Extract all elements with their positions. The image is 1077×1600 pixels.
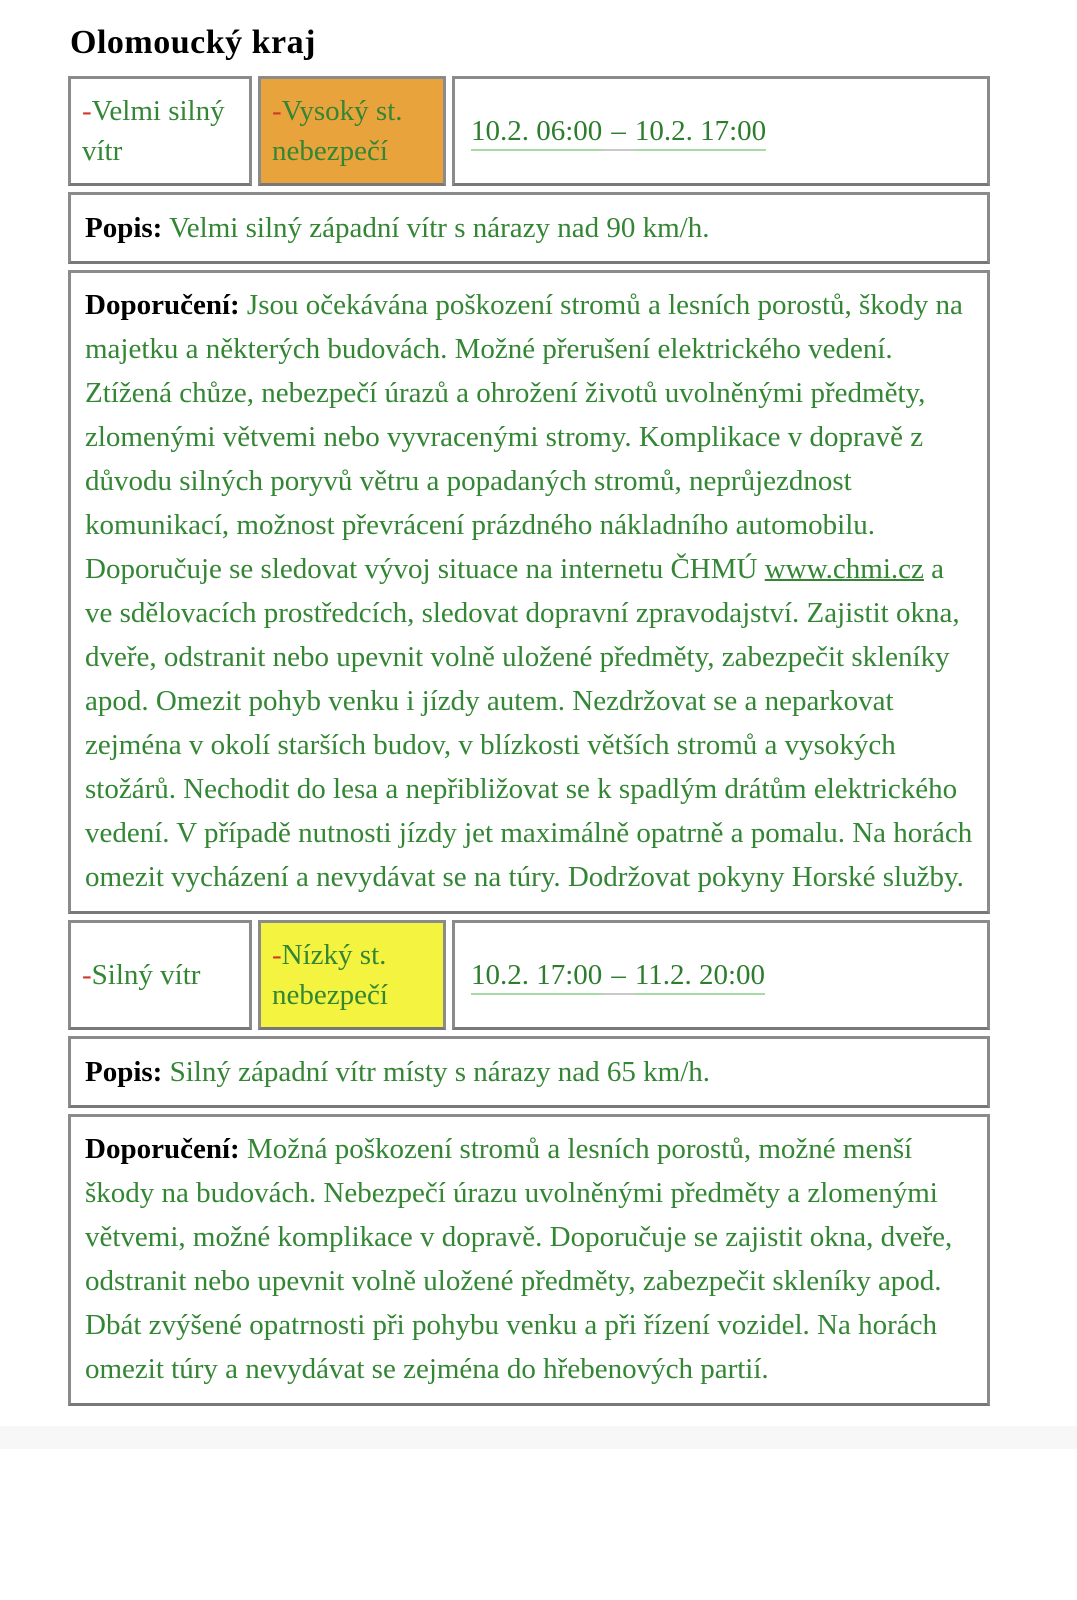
warning-2-event-dash: - (82, 959, 92, 991)
recommendation-label: Doporučení: (85, 289, 240, 321)
warning-1-header-row (68, 76, 990, 186)
chmi-website-link[interactable]: www.chmi.cz (764, 553, 924, 585)
warning-1-recommendation-text-start: Jsou očekávána poškození stromů a lesních porostů, škody na majetku a některých budovách. Možné přerušení elektrického vedení. Ztížená chůze, nebezpečí úrazů a ohrožení životů uvolněnými předměty, zlomenými větvemi nebo vyvracenými stromy. Komplikace v dopravě z důvodu silných poryvů větru a popadaných stromů, neprůjezdnost komunikací, možnost převrácení prázdného nákladního automobilu. Doporučuje se sledovat vývoj situace na internetu ČHMÚ (85, 289, 963, 585)
recommendation-label-2: Doporučení: (85, 1133, 240, 1165)
warning-2-time-cell (452, 920, 990, 1030)
warning-block-2 (68, 920, 990, 1406)
warning-2-level-label: Nízký st. nebezpečí (272, 939, 388, 1011)
warning-1-time-cell (452, 76, 990, 186)
warning-1-level-text (261, 87, 443, 175)
description-label-2: Popis: (85, 1056, 163, 1088)
warning-2-description-text: Silný západní vítr místy s nárazy nad 65 km/h. (169, 1056, 711, 1088)
warning-2-level-cell (258, 920, 446, 1030)
warning-1-time-separator: – (602, 115, 635, 151)
warning-1-event-cell (68, 76, 252, 186)
warning-page (68, 0, 990, 1406)
footer-band (0, 1426, 1077, 1449)
warning-2-level-text (261, 931, 443, 1019)
warning-1-description-text: Velmi silný západní vítr s nárazy nad 90 km/h. (169, 212, 710, 244)
warning-1-level-label: Vysoký st. nebezpečí (272, 95, 403, 167)
warning-block-1 (68, 76, 990, 914)
warning-2-recommendation-box (68, 1114, 990, 1406)
warning-2-description-box (68, 1036, 990, 1108)
warning-1-level-dash: - (272, 95, 282, 127)
warning-2-event-label: Silný vítr (91, 959, 201, 991)
page-title: Olomoucký kraj (70, 24, 316, 61)
warning-2-time-separator: – (602, 959, 635, 995)
warning-2-level-dash: - (272, 939, 282, 971)
description-label: Popis: (85, 212, 163, 244)
warning-2-header-row (68, 920, 990, 1030)
warning-1-time-to-link[interactable]: 10.2. 17:00 (635, 115, 766, 151)
warning-1-recommendation-text-end: a ve sdělovacích prostředcích, sledovat dopravní zpravodajství. Zajistit okna, dveře, odstranit nebo upevnit volně uložené předměty, zabezpečit skleníky apod. Omezit pohyb venku i jízdy autem. Nezdržovat se a neparkovat zejména v okolí starších budov, v blízkosti větších stromů a vysokých stožárů. Nechodit do lesa a nepřibližovat se k spadlým drátům elektrického vedení. V případě nutnosti jízdy jet maximálně opatrně a pomalu. Na horách omezit vycházení a nevydávat se na túry. Dodržovat pokyny Horské služby. (85, 553, 973, 893)
warning-1-description-box (68, 192, 990, 264)
warning-1-recommendation-box (68, 270, 990, 914)
warning-1-time-from-link[interactable]: 10.2. 06:00 (471, 115, 602, 151)
warning-2-time-to-link[interactable]: 11.2. 20:00 (635, 959, 765, 995)
warning-1-level-cell (258, 76, 446, 186)
warning-2-event-cell (68, 920, 252, 1030)
warning-1-event-text (71, 87, 249, 175)
warning-1-time-range (455, 107, 776, 155)
warning-1-event-label: Velmi silný vítr (82, 95, 225, 167)
warning-2-event-text (71, 951, 210, 999)
warning-2-time-from-link[interactable]: 10.2. 17:00 (471, 959, 602, 995)
warning-2-recommendation-text: Možná poškození stromů a lesních porostů, možné menší škody na budovách. Nebezpečí úrazu uvolněnými předměty a zlomenými větvemi, možné komplikace v dopravě. Doporučuje se zajistit okna, dveře, odstranit nebo upevnit volně uložené předměty, zabezpečit skleníky apod. Dbát zvýšené opatrnosti při pohybu venku a při řízení vozidel. Na horách omezit túry a nevydávat se zejména do hřebenových partií. (85, 1133, 953, 1385)
warning-1-event-dash: - (82, 95, 92, 127)
warning-2-time-range (455, 951, 775, 999)
